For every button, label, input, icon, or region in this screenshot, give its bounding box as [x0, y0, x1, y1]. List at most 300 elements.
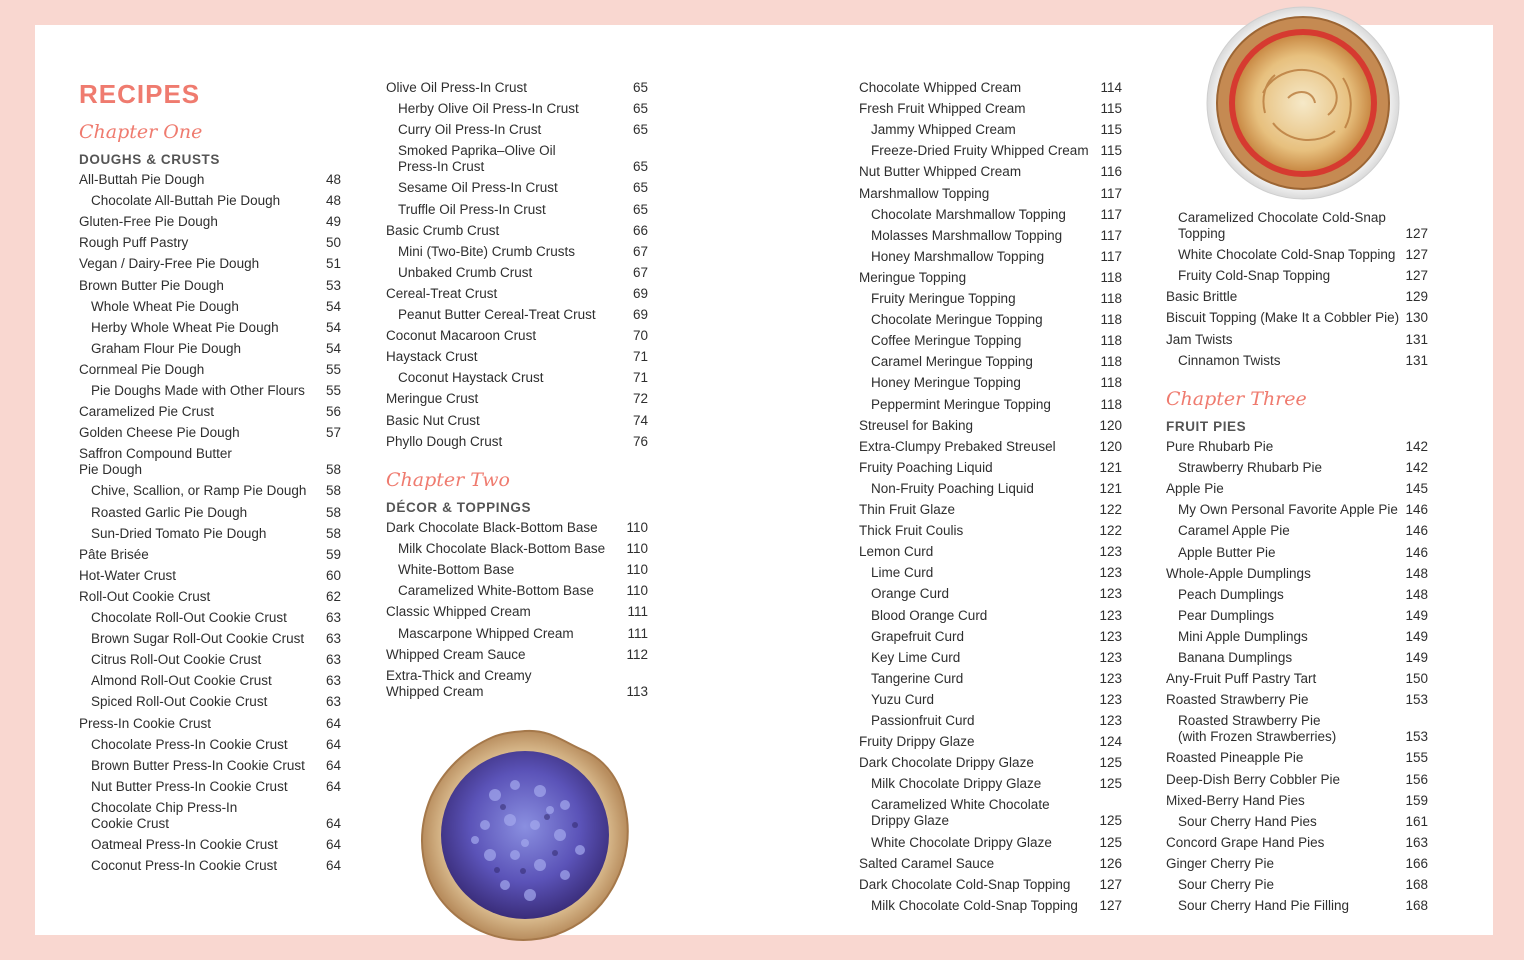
toc-entry-title: Classic Whipped Cream [386, 604, 531, 620]
toc-entry-title: Blood Orange Curd [871, 607, 988, 623]
toc-entry [859, 249, 1122, 265]
toc-entry-title: Coconut Haystack Crust [398, 370, 544, 386]
toc-entry-page: 70 [632, 328, 648, 344]
toc-entry-title: Jammy Whipped Cream [871, 122, 1016, 138]
toc-entry [386, 223, 648, 239]
toc-entry-title: Tangerine Curd [871, 670, 964, 686]
toc-entry-page: 142 [1405, 439, 1428, 454]
toc-entry-title: Sesame Oil Press-In Crust [398, 180, 558, 196]
toc-entry [386, 562, 648, 578]
toc-entry-page: 117 [1100, 185, 1122, 201]
toc-entry-page: 125 [1099, 813, 1122, 829]
toc-entry [386, 391, 648, 407]
toc-entry [386, 307, 648, 323]
toc-entry-title: My Own Personal Favorite Apple Pie [1178, 502, 1398, 518]
toc-entry [859, 122, 1122, 138]
toc-entry [859, 856, 1122, 872]
toc-entry-page: 110 [626, 562, 648, 578]
toc-entry-title: Streusel for Baking [859, 417, 974, 433]
toc-entry [79, 779, 341, 795]
toc-entry [1166, 481, 1428, 497]
toc-entry-title: Whole-Apple Dumplings [1166, 565, 1311, 581]
toc-entry-page: 58 [325, 525, 341, 541]
toc-entry-title: Nut Butter Press-In Cookie Crust [91, 778, 288, 794]
toc-entry [1166, 268, 1428, 284]
toc-entry-page: 54 [325, 319, 341, 335]
toc-entry-page: 131 [1405, 352, 1428, 368]
toc-entry-page: 163 [1405, 834, 1428, 850]
toc-entry-title: Mixed-Berry Hand Pies [1166, 792, 1305, 808]
toc-entry-title: Strawberry Rhubarb Pie [1178, 460, 1323, 476]
toc-entry-title: Dark Chocolate Cold-Snap Topping [859, 876, 1071, 892]
toc-entry [79, 256, 341, 272]
toc-entry [1166, 671, 1428, 687]
toc-entry-page: 121 [1099, 459, 1122, 475]
toc-entry-title: Apple Butter Pie [1178, 544, 1276, 560]
toc-entry [386, 604, 648, 620]
toc-entry-page: 64 [325, 736, 341, 752]
toc-entry [1166, 545, 1428, 561]
toc-entry [79, 568, 341, 584]
toc-entry-title: Mini (Two-Bite) Crumb Crusts [398, 243, 576, 259]
toc-entry-page: 117 [1100, 206, 1122, 222]
toc-entry-page: 115 [1100, 101, 1122, 117]
toc-entry-title: Nut Butter Whipped Cream [859, 164, 1022, 180]
toc-entry-title: Roll-Out Cookie Crust [79, 588, 211, 604]
toc-entry-title: Chive, Scallion, or Ramp Pie Dough [91, 483, 307, 499]
toc-entry [859, 734, 1122, 750]
toc-entry-title: Cereal-Treat Crust [386, 285, 498, 301]
toc-entry-page: 110 [626, 520, 648, 535]
toc-entry-page: 123 [1099, 607, 1122, 623]
toc-entry-page: 63 [325, 610, 341, 625]
toc-entry-page: 62 [325, 588, 341, 604]
toc-entry-page: 130 [1405, 310, 1428, 326]
toc-entry-title: Fruity Meringue Topping [871, 291, 1016, 306]
toc-entry-title: Extra-Clumpy Prebaked Streusel [859, 438, 1056, 454]
toc-entry-page: 122 [1099, 523, 1122, 539]
toc-entry-page: 65 [632, 101, 648, 117]
toc-entry [386, 180, 648, 196]
toc-entry [79, 589, 341, 605]
toc-entry-page: 120 [1099, 417, 1122, 433]
toc-entry [79, 858, 341, 874]
toc-entry [1166, 210, 1428, 242]
toc-entry [386, 370, 648, 386]
toc-entry [859, 80, 1122, 96]
toc-entry-title: Gluten-Free Pie Dough [79, 214, 218, 230]
toc-entry [386, 80, 648, 96]
toc-entry-title: Dark Chocolate Drippy Glaze [859, 755, 1034, 771]
toc-entry [79, 235, 341, 251]
toc-entry-title: Roasted Pineapple Pie [1166, 750, 1304, 766]
toc-entry-page: 64 [325, 715, 341, 731]
toc-entry-title: Chocolate Meringue Topping [871, 312, 1043, 328]
toc-entry-page: 63 [325, 652, 341, 668]
toc-entry [79, 425, 341, 441]
toc-entry-page: 71 [632, 349, 648, 365]
toc-entry-page: 55 [325, 361, 341, 377]
toc-entry-title: Marshmallow Topping [859, 185, 990, 201]
toc-entry [859, 291, 1122, 307]
toc-entry-title: Dark Chocolate Black-Bottom Base [386, 520, 598, 535]
toc-entry [386, 101, 648, 117]
toc-entry-title: Honey Marshmallow Topping [871, 248, 1045, 264]
chapter-two-section: DÉCOR & TOPPINGS [386, 500, 532, 515]
toc-entry-title: All-Buttah Pie Dough [79, 172, 205, 187]
toc-entry [79, 483, 341, 499]
toc-entry-title: Ginger Cherry Pie [1166, 855, 1275, 871]
toc-entry-title: Banana Dumplings [1178, 650, 1293, 665]
toc-entry [859, 502, 1122, 518]
toc-entry-title: Yuzu Curd [871, 691, 935, 707]
toc-entry-page: 118 [1100, 269, 1122, 285]
toc-entry-page: 66 [632, 222, 648, 238]
toc-entry [79, 299, 341, 315]
toc-entry [1166, 629, 1428, 645]
toc-entry [859, 692, 1122, 708]
toc-entry-page: 57 [325, 425, 341, 441]
toc-entry-title: Caramel Meringue Topping [871, 354, 1033, 370]
toc-entry-title: Basic Crumb Crust [386, 222, 500, 238]
toc-entry-title: Roasted Strawberry Pie (with Frozen Strawberries) [1178, 713, 1337, 745]
toc-entry-page: 65 [632, 122, 648, 138]
toc-entry-title: Rough Puff Pastry [79, 235, 189, 251]
toc-entry [859, 671, 1122, 687]
toc-entry-page: 127 [1405, 226, 1428, 241]
toc-entry [79, 716, 341, 732]
toc-entry [386, 265, 648, 281]
toc-entry-title: Fruity Poaching Liquid [859, 459, 993, 475]
toc-entry-page: 53 [325, 277, 341, 293]
toc-entry-title: Press-In Cookie Crust [79, 715, 212, 731]
toc-entry [859, 397, 1122, 413]
toc-entry [79, 446, 341, 478]
toc-entry-page: 153 [1405, 729, 1428, 745]
toc-page [35, 25, 1493, 935]
toc-entry-page: 118 [1100, 312, 1122, 328]
toc-entry [79, 362, 341, 378]
toc-entry-page: 126 [1099, 855, 1122, 871]
toc-entry-title: Biscuit Topping (Make It a Cobbler Pie) [1166, 310, 1400, 326]
toc-entry-title: Haystack Crust [386, 349, 478, 365]
meringue-pie-illustration [1203, 3, 1403, 203]
toc-entry-page: 129 [1405, 289, 1428, 305]
toc-entry-page: 115 [1100, 143, 1122, 159]
toc-entry-page: 120 [1099, 438, 1122, 454]
toc-entry-title: Lime Curd [871, 565, 934, 581]
toc-entry-page: 118 [1100, 396, 1122, 412]
toc-entry-title: Truffle Oil Press-In Crust [398, 201, 546, 217]
toc-entry-title: Fruity Cold-Snap Topping [1178, 268, 1331, 284]
toc-entry-title: Vegan / Dairy-Free Pie Dough [79, 256, 260, 272]
toc-entry [859, 835, 1122, 851]
toc-entry [79, 526, 341, 542]
toc-entry-title: Pâte Brisée [79, 546, 149, 562]
toc-entry-title: Mini Apple Dumplings [1178, 628, 1308, 644]
toc-entry [859, 333, 1122, 349]
toc-entry-page: 72 [632, 391, 648, 407]
toc-entry-title: Brown Butter Press-In Cookie Crust [91, 757, 305, 773]
toc-entry [859, 228, 1122, 244]
toc-entry [386, 583, 648, 599]
toc-entry-title: Caramel Apple Pie [1178, 523, 1290, 539]
toc-entry-page: 142 [1405, 460, 1428, 476]
toc-entry [1166, 439, 1428, 455]
toc-entry [859, 523, 1122, 539]
toc-entry-title: Herby Whole Wheat Pie Dough [91, 319, 279, 335]
toc-entry [79, 652, 341, 668]
toc-entry-page: 58 [325, 462, 341, 478]
toc-entry [1166, 793, 1428, 809]
toc-entry [1166, 814, 1428, 830]
toc-entry-title: Jam Twists [1166, 331, 1233, 347]
toc-entry-title: Unbaked Crumb Crust [398, 264, 533, 280]
toc-entry-page: 148 [1405, 565, 1428, 581]
toc-entry-title: Coconut Press-In Cookie Crust [91, 858, 278, 874]
toc-entry-page: 51 [325, 256, 341, 272]
toc-entry [859, 650, 1122, 666]
toc-entry-page: 64 [325, 815, 341, 831]
toc-entry-title: Mascarpone Whipped Cream [398, 625, 574, 641]
toc-entry [1166, 460, 1428, 476]
toc-entry-page: 64 [325, 837, 341, 852]
toc-entry-page: 64 [325, 757, 341, 773]
toc-entry-page: 148 [1405, 586, 1428, 602]
toc-entry-page: 69 [632, 307, 648, 322]
toc-entry [79, 547, 341, 563]
toc-entry-title: Golden Cheese Pie Dough [79, 425, 240, 441]
toc-entry-page: 65 [632, 159, 648, 175]
toc-entry-title: Phyllo Dough Crust [386, 433, 503, 449]
toc-entry-page: 123 [1099, 544, 1122, 560]
toc-entry [386, 122, 648, 138]
toc-entry-title: White Chocolate Cold-Snap Topping [1178, 247, 1396, 263]
toc-entry-title: Honey Meringue Topping [871, 375, 1021, 391]
page-title: RECIPES [79, 79, 201, 109]
toc-entry-page: 123 [1099, 670, 1122, 686]
chapter-two-label: Chapter Two [386, 469, 510, 491]
toc-entry-page: 118 [1100, 291, 1122, 306]
toc-entry-title: Curry Oil Press-In Crust [398, 122, 542, 138]
toc-entry-title: Pure Rhubarb Pie [1166, 439, 1274, 454]
toc-entry-page: 114 [1100, 80, 1122, 95]
toc-entry-title: Fresh Fruit Whipped Cream [859, 101, 1026, 117]
toc-entry [1166, 523, 1428, 539]
toc-entry-page: 123 [1099, 691, 1122, 707]
toc-entry [1166, 289, 1428, 305]
toc-entry [79, 505, 341, 521]
toc-entry [386, 328, 648, 344]
toc-entry [1166, 856, 1428, 872]
toc-entry-title: Saffron Compound Butter Pie Dough [79, 446, 232, 478]
toc-entry-page: 123 [1099, 565, 1122, 581]
toc-entry-title: Chocolate Marshmallow Topping [871, 206, 1066, 222]
toc-entry [1166, 247, 1428, 263]
toc-entry-page: 54 [325, 340, 341, 356]
toc-entry-title: Peppermint Meringue Topping [871, 396, 1051, 412]
toc-entry-page: 59 [325, 546, 341, 562]
chapter-three-label: Chapter Three [1166, 388, 1307, 410]
toc-entry-page: 69 [632, 285, 648, 301]
toc-entry-page: 166 [1405, 855, 1428, 871]
toc-entry [859, 418, 1122, 434]
toc-entry [386, 202, 648, 218]
toc-entry-title: Roasted Strawberry Pie [1166, 692, 1309, 708]
toc-entry [79, 837, 341, 853]
toc-entry [859, 143, 1122, 159]
toc-entry-title: Molasses Marshmallow Topping [871, 227, 1063, 243]
toc-entry-title: Orange Curd [871, 586, 950, 602]
toc-entry-title: Herby Olive Oil Press-In Crust [398, 101, 579, 117]
toc-entry [386, 286, 648, 302]
toc-entry-title: Coconut Macaroon Crust [386, 328, 537, 344]
toc-entry-page: 125 [1099, 776, 1122, 792]
toc-entry [1166, 713, 1428, 745]
toc-entry-title: Pie Doughs Made with Other Flours [91, 383, 305, 398]
toc-entry [859, 354, 1122, 370]
toc-entry-page: 55 [325, 383, 341, 398]
toc-entry-title: Extra-Thick and Creamy Whipped Cream [386, 667, 532, 699]
toc-entry-page: 115 [1100, 122, 1122, 138]
toc-entry-page: 65 [632, 201, 648, 217]
toc-entry-title: Spiced Roll-Out Cookie Crust [91, 694, 268, 710]
toc-entry-page: 58 [325, 483, 341, 499]
toc-entry-page: 149 [1405, 650, 1428, 665]
toc-entry [859, 565, 1122, 581]
toc-entry-title: Grapefruit Curd [871, 628, 965, 644]
toc-entry [1166, 353, 1428, 369]
toc-entry-page: 118 [1100, 375, 1122, 391]
toc-entry-title: Caramelized Pie Crust [79, 404, 215, 420]
toc-entry [1166, 608, 1428, 624]
toc-entry-title: Roasted Garlic Pie Dough [91, 504, 248, 520]
toc-entry-title: White-Bottom Base [398, 562, 515, 578]
toc-entry-page: 110 [626, 541, 648, 557]
toc-entry-page: 117 [1100, 248, 1122, 264]
toc-entry-page: 65 [632, 180, 648, 196]
toc-entry [1166, 650, 1428, 666]
toc-entry [859, 101, 1122, 117]
toc-entry-title: Thin Fruit Glaze [859, 502, 956, 517]
toc-entry [859, 207, 1122, 223]
toc-entry-title: Graham Flour Pie Dough [91, 340, 242, 356]
toc-entry-title: Smoked Paprika–Olive Oil Press-In Crust [398, 143, 556, 175]
toc-entry [859, 877, 1122, 893]
toc-entry [386, 349, 648, 365]
toc-entry-page: 110 [626, 583, 648, 599]
toc-entry-page: 122 [1099, 502, 1122, 517]
toc-entry-title: Sour Cherry Pie [1178, 877, 1275, 892]
toc-entry-page: 123 [1099, 649, 1122, 665]
toc-entry [859, 544, 1122, 560]
toc-entry-title: Whole Wheat Pie Dough [91, 298, 239, 314]
toc-entry-title: Peach Dumplings [1178, 586, 1284, 602]
toc-entry [386, 668, 648, 700]
toc-entry-title: Salted Caramel Sauce [859, 855, 995, 871]
toc-entry [386, 647, 648, 663]
toc-entry [79, 383, 341, 399]
toc-entry [79, 214, 341, 230]
toc-entry-title: Cornmeal Pie Dough [79, 361, 205, 377]
toc-entry-page: 149 [1405, 628, 1428, 644]
toc-entry-title: Chocolate Whipped Cream [859, 80, 1022, 95]
toc-entry [79, 404, 341, 420]
toc-entry [79, 737, 341, 753]
toc-entry [79, 673, 341, 689]
toc-entry-title: Olive Oil Press-In Crust [386, 80, 528, 95]
toc-entry-page: 123 [1099, 713, 1122, 728]
toc-entry-page: 159 [1405, 792, 1428, 808]
toc-entry-page: 113 [626, 683, 648, 699]
toc-entry-page: 145 [1405, 481, 1428, 497]
toc-entry-title: Non-Fruity Poaching Liquid [871, 480, 1034, 496]
toc-entry-title: Caramelized White Chocolate Drippy Glaze [871, 797, 1050, 829]
toc-entry-title: Caramelized Chocolate Cold-Snap Topping [1178, 210, 1386, 241]
toc-entry-title: Peanut Butter Cereal-Treat Crust [398, 307, 596, 322]
toc-entry-page: 123 [1099, 628, 1122, 644]
toc-entry [1166, 566, 1428, 582]
toc-entry [79, 193, 341, 209]
toc-entry [859, 186, 1122, 202]
toc-entry-page: 149 [1405, 607, 1428, 623]
toc-entry-title: Thick Fruit Coulis [859, 523, 964, 539]
toc-entry [1166, 877, 1428, 893]
toc-entry [386, 541, 648, 557]
toc-entry-page: 111 [627, 604, 648, 620]
toc-entry-title: White Chocolate Drippy Glaze [871, 834, 1052, 850]
toc-entry [386, 520, 648, 536]
toc-entry [859, 312, 1122, 328]
toc-entry-page: 48 [325, 172, 341, 187]
toc-entry-title: Lemon Curd [859, 544, 934, 560]
toc-entry [859, 629, 1122, 645]
toc-entry [859, 439, 1122, 455]
toc-entry [386, 244, 648, 260]
toc-entry-title: Sour Cherry Hand Pies [1178, 813, 1317, 829]
toc-entry-page: 60 [325, 567, 341, 583]
toc-entry [1166, 332, 1428, 348]
toc-entry-title: Citrus Roll-Out Cookie Crust [91, 652, 262, 668]
toc-entry-page: 63 [325, 694, 341, 710]
toc-entry [859, 797, 1122, 829]
toc-entry-title: Apple Pie [1166, 481, 1224, 497]
toc-entry-title: Deep-Dish Berry Cobbler Pie [1166, 771, 1341, 787]
toc-entry-title: Meringue Crust [386, 391, 479, 407]
toc-entry-title: Coffee Meringue Topping [871, 333, 1022, 349]
toc-entry-page: 56 [325, 404, 341, 420]
toc-entry-page: 63 [325, 631, 341, 647]
toc-entry-title: Basic Nut Crust [386, 412, 480, 428]
toc-entry [1166, 750, 1428, 766]
toc-entry-page: 65 [632, 80, 648, 95]
toc-entry-page: 146 [1405, 544, 1428, 560]
toc-entry-page: 123 [1099, 586, 1122, 602]
toc-entry-title: Fruity Drippy Glaze [859, 734, 975, 750]
toc-entry-page: 48 [325, 193, 341, 209]
toc-entry [859, 481, 1122, 497]
toc-entry [79, 694, 341, 710]
toc-entry [386, 143, 648, 175]
toc-entry-page: 67 [632, 243, 648, 259]
toc-entry-title: Whipped Cream Sauce [386, 646, 526, 662]
toc-entry-page: 111 [627, 625, 648, 641]
toc-entry-page: 168 [1405, 877, 1428, 892]
toc-entry-page: 117 [1100, 227, 1122, 243]
chapter-one-label: Chapter One [79, 121, 203, 143]
toc-entry-title: Chocolate Roll-Out Cookie Crust [91, 610, 287, 625]
toc-entry-title: Almond Roll-Out Cookie Crust [91, 673, 272, 689]
